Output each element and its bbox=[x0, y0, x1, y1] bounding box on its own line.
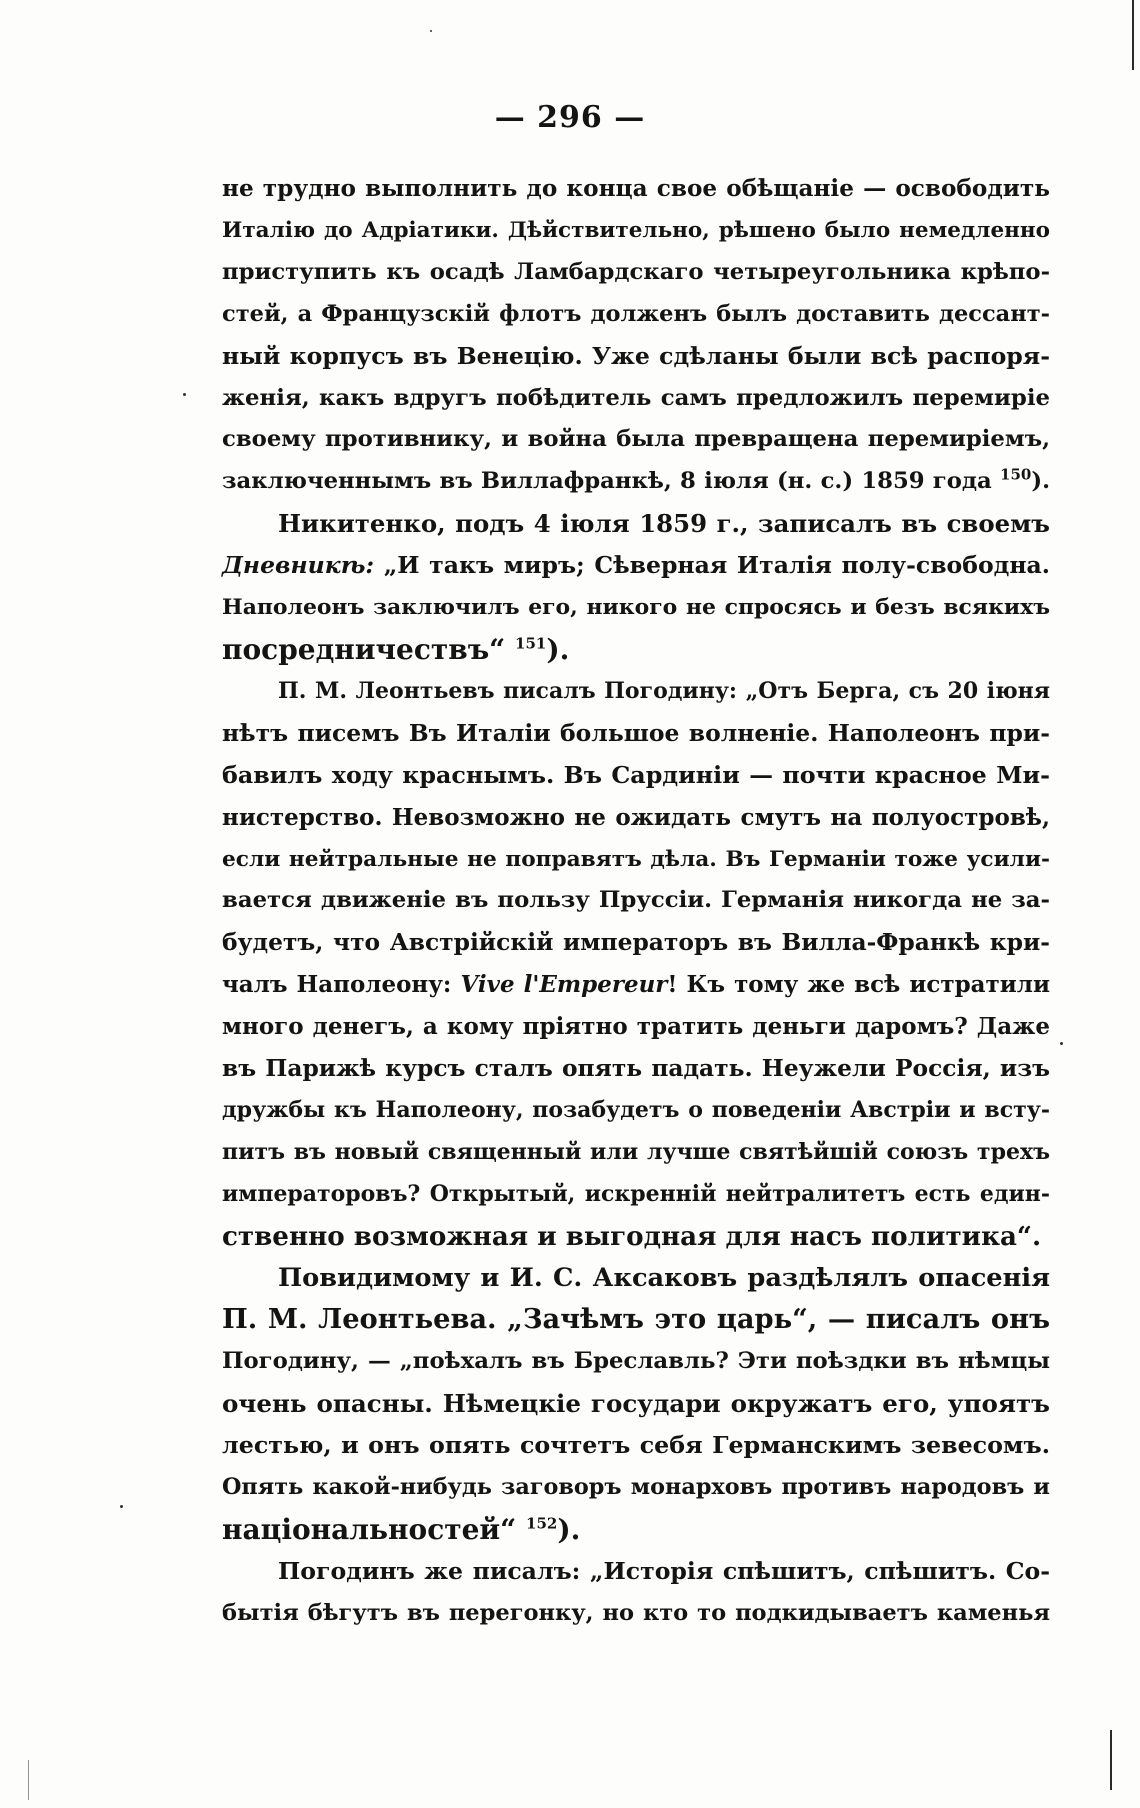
text-segment: ). bbox=[546, 632, 570, 666]
text-line: Опять какой-нибудь заговоръ монарховъ противъ народовъ и bbox=[222, 1474, 1050, 1501]
text-line: дружбы къ Наполеону, позабудетъ о поведеніи Австріи и всту- bbox=[222, 1096, 1050, 1123]
text-line: Повидимому и И. С. Аксаковъ раздѣлялъ опасенія bbox=[278, 1262, 1050, 1293]
text-line: нистерство. Невозможно не ожидать смутъ на полуостровѣ, bbox=[222, 803, 1050, 831]
text-line: въ Парижѣ курсъ сталъ опять падать. Неужели Россія, изъ bbox=[222, 1054, 1050, 1083]
footnote-ref: 150 bbox=[1000, 465, 1032, 484]
text-line: Наполеонъ заключилъ его, никого не спросясь и безъ всякихъ bbox=[222, 594, 1050, 621]
text-segment: національностей“ bbox=[222, 1513, 517, 1546]
text-line bbox=[222, 629, 1050, 671]
scan-edge-line bbox=[28, 1760, 29, 1800]
text-line: ный корпусъ въ Венецію. Уже сдѣланы были всѣ распоря- bbox=[222, 341, 1050, 370]
italic-text: Дневникѣ: bbox=[222, 551, 375, 580]
text-segment: посредничествъ“ bbox=[222, 632, 506, 666]
text-line bbox=[222, 545, 1050, 587]
footnote-ref: 152 bbox=[526, 1514, 558, 1533]
text-line bbox=[222, 1509, 1050, 1551]
scan-speck bbox=[120, 1505, 123, 1508]
text-segment: заключеннымъ въ Виллафранкѣ, 8 іюля (н. с.) 1859 года bbox=[222, 468, 992, 495]
text-line: если нейтральные не поправятъ дѣла. Въ Германіи тоже усили- bbox=[222, 846, 1050, 872]
page-number: — 296 — bbox=[494, 100, 646, 135]
text-line: П. М. Леонтьевъ писалъ Погодину: „Отъ Берга, съ 20 іюня bbox=[278, 677, 1050, 704]
text-segment: чалъ Наполеону: bbox=[222, 971, 452, 999]
body-text bbox=[222, 168, 1050, 1635]
text-line: стей, а Французскій флотъ долженъ былъ доставить дессант- bbox=[222, 300, 1050, 327]
text-line: ственно возможная и выгодная для насъ политика“. bbox=[222, 1220, 1042, 1252]
text-line: Никитенко, подъ 4 іюля 1859 г., записалъ въ своемъ bbox=[278, 509, 1050, 539]
text-line bbox=[222, 964, 1050, 1006]
scan-speck bbox=[1060, 1042, 1063, 1045]
text-segment: „И такъ миръ; Сѣверная Италія полу-свободна. bbox=[383, 551, 1050, 580]
text-line: будетъ, что Австрійскій императоръ въ Вилла-Франкѣ кри- bbox=[222, 928, 1050, 957]
text-line: много денегъ, а кому пріятно тратить деньги даромъ? Даже bbox=[222, 1013, 1050, 1041]
text-segment: ). bbox=[1031, 468, 1050, 495]
text-line: вается движеніе въ пользу Пруссіи. Германія никогда не за- bbox=[222, 887, 1050, 914]
text-line: питъ въ новый священный или лучше святѣйшій союзъ трехъ bbox=[222, 1138, 1050, 1165]
text-line: императоровъ? Открытый, искренній нейтралитетъ есть един- bbox=[222, 1180, 1050, 1207]
text-segment: ! Къ тому же всѣ истратили bbox=[667, 971, 1051, 999]
text-line: женія, какъ вдругъ побѣдитель самъ предложилъ перемиріе bbox=[222, 384, 1050, 411]
text-line: приступить къ осадѣ Ламбардскаго четыреугольника крѣпо- bbox=[222, 258, 1050, 285]
text-line: лестью, и онъ опять сочтетъ себя Германскимъ зевесомъ. bbox=[222, 1431, 1050, 1460]
text-line: бытія бѣгутъ въ перегонку, но кто то подкидываетъ каменья bbox=[222, 1599, 1050, 1626]
text-line: Италію до Адріатики. Дѣйствительно, рѣшено было немедленно bbox=[222, 217, 1050, 243]
text-line: своему противнику, и война была превращена перемиріемъ, bbox=[222, 426, 1050, 453]
text-line: Погодину, — „поѣхалъ въ Бреславль? Эти поѣздки въ нѣмцы bbox=[222, 1348, 1050, 1375]
scan-speck bbox=[430, 30, 432, 32]
scan-edge-line bbox=[1110, 1730, 1112, 1790]
text-line: нѣтъ писемъ Въ Италіи большое волненіе. Наполеонъ при- bbox=[222, 718, 1050, 747]
text-line: П. М. Леонтьева. „Зачѣмъ это царь“, — писалъ онъ bbox=[222, 1303, 1050, 1336]
text-line: Погодинъ же писалъ: „Исторія спѣшитъ, спѣшитъ. Со- bbox=[278, 1556, 1050, 1585]
scan-speck bbox=[183, 393, 186, 396]
text-line: очень опасны. Нѣмецкіе государи окружатъ его, упоятъ bbox=[222, 1389, 1050, 1419]
scan-edge-line bbox=[1132, 0, 1134, 70]
italic-text: Vive l'Empereur bbox=[460, 971, 668, 999]
text-line: не трудно выполнить до конца свое обѣщаніе — освободить bbox=[222, 175, 1050, 202]
text-segment: ). bbox=[557, 1513, 581, 1546]
text-line: бавилъ ходу краснымъ. Въ Сардиніи — почти красное Ми- bbox=[222, 760, 1050, 789]
footnote-ref: 151 bbox=[515, 634, 547, 653]
text-line bbox=[222, 461, 1050, 503]
